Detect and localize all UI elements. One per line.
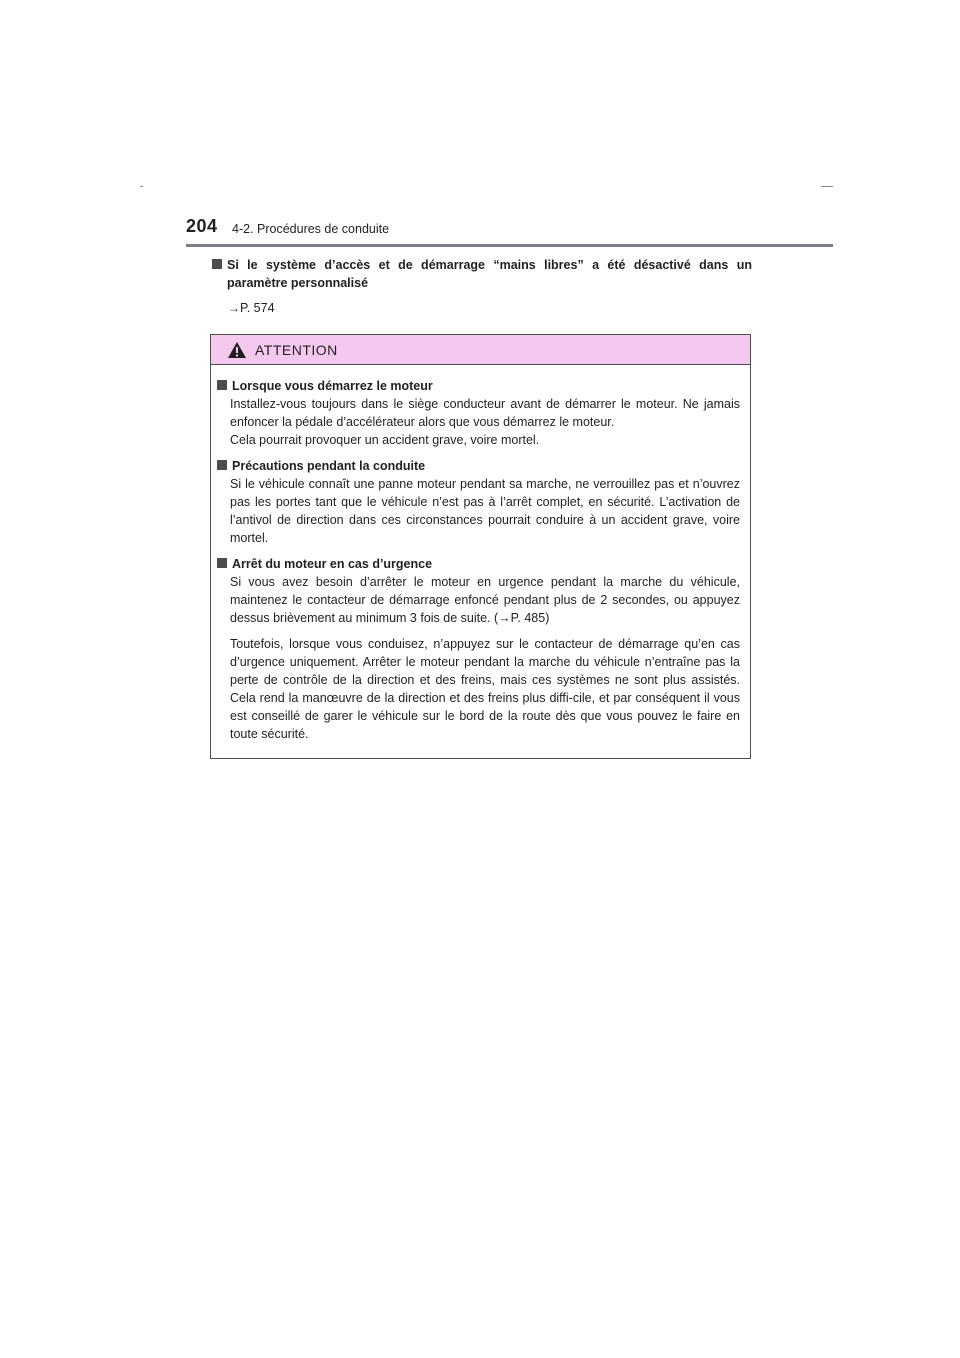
warning-heading-text: Arrêt du moteur en cas d’urgence <box>232 557 433 571</box>
warning-heading-text: Précautions pendant la conduite <box>232 459 426 473</box>
topic-heading-row <box>212 256 752 292</box>
warning-section-starting <box>217 377 740 449</box>
page-reference[interactable] <box>228 300 752 316</box>
warning-section-heading <box>217 555 740 573</box>
section-title: 4-2. Procédures de conduite <box>232 222 390 236</box>
header-rule <box>186 244 833 247</box>
topic-heading: Si le système d’accès et de démarrage “mains libres” a été désactivé dans un paramètre personnalisé <box>227 258 752 290</box>
warning-section-heading <box>217 377 740 395</box>
warning-section-driving <box>217 457 740 547</box>
crop-mark-right <box>821 186 833 187</box>
warning-heading-text: Lorsque vous démarrez le moteur <box>232 379 433 393</box>
warning-triangle-icon <box>227 341 247 359</box>
warning-line: Installez-vous toujours dans le siège conducteur avant de démarrer le moteur. Ne jamais enfoncer la pédale d’accélérateur alors que vous démarrez le moteur. <box>230 397 740 429</box>
warning-header <box>211 335 750 365</box>
warning-paragraph: Toutefois, lorsque vous conduisez, n’appuyez sur le contacteur de démarrage qu’en cas d’urgence uniquement. Arrêter le moteur pendant la marche du véhicule n’entraîne pas la perte de contrôle de la direction et des freins, mais ces systèmes ne sont plus assistés. Cela rend la manœuvre de la direction et des freins plus diffi-cile, et par conséquent il vous est conseillé de garer le véhicule sur le bord de la route dès que vous pouvez le faire en toute sécurité. <box>230 637 740 741</box>
warning-paragraph: Si vous avez besoin d’arrêter le moteur en urgence pendant la marche du véhicule, maintenez le contacteur de démarrage enfoncé pendant plus de 2 secondes, ou appuyez dessus brièvement au minimum 3 fois de suite. (→P. 485) <box>230 575 740 625</box>
warning-section-heading <box>217 457 740 475</box>
page-number: 204 <box>186 216 218 236</box>
topic-block <box>212 256 752 316</box>
square-bullet-icon <box>217 460 227 470</box>
right-arrow-icon: → <box>228 301 240 315</box>
warning-section-emergency <box>217 555 740 743</box>
page-reference-text: P. 574 <box>240 301 275 315</box>
warning-box <box>210 334 751 759</box>
crop-mark-left <box>140 186 143 187</box>
square-bullet-icon <box>212 259 222 269</box>
warning-body <box>211 365 750 743</box>
warning-line: Cela pourrait provoquer un accident grave, voire mortel. <box>230 433 540 447</box>
square-bullet-icon <box>217 558 227 568</box>
square-bullet-icon <box>217 380 227 390</box>
warning-paragraph <box>230 395 740 449</box>
warning-paragraph: Si le véhicule connaît une panne moteur pendant sa marche, ne verrouillez pas et n’ouvrez pas les portes tant que le véhicule n’est pas à l’arrêt complet, en sécurité. L’activation de l’antivol de direction dans ces circonstances pourrait conduire à un accident grave, voire mortel. <box>230 477 740 545</box>
warning-title: ATTENTION <box>255 342 338 358</box>
